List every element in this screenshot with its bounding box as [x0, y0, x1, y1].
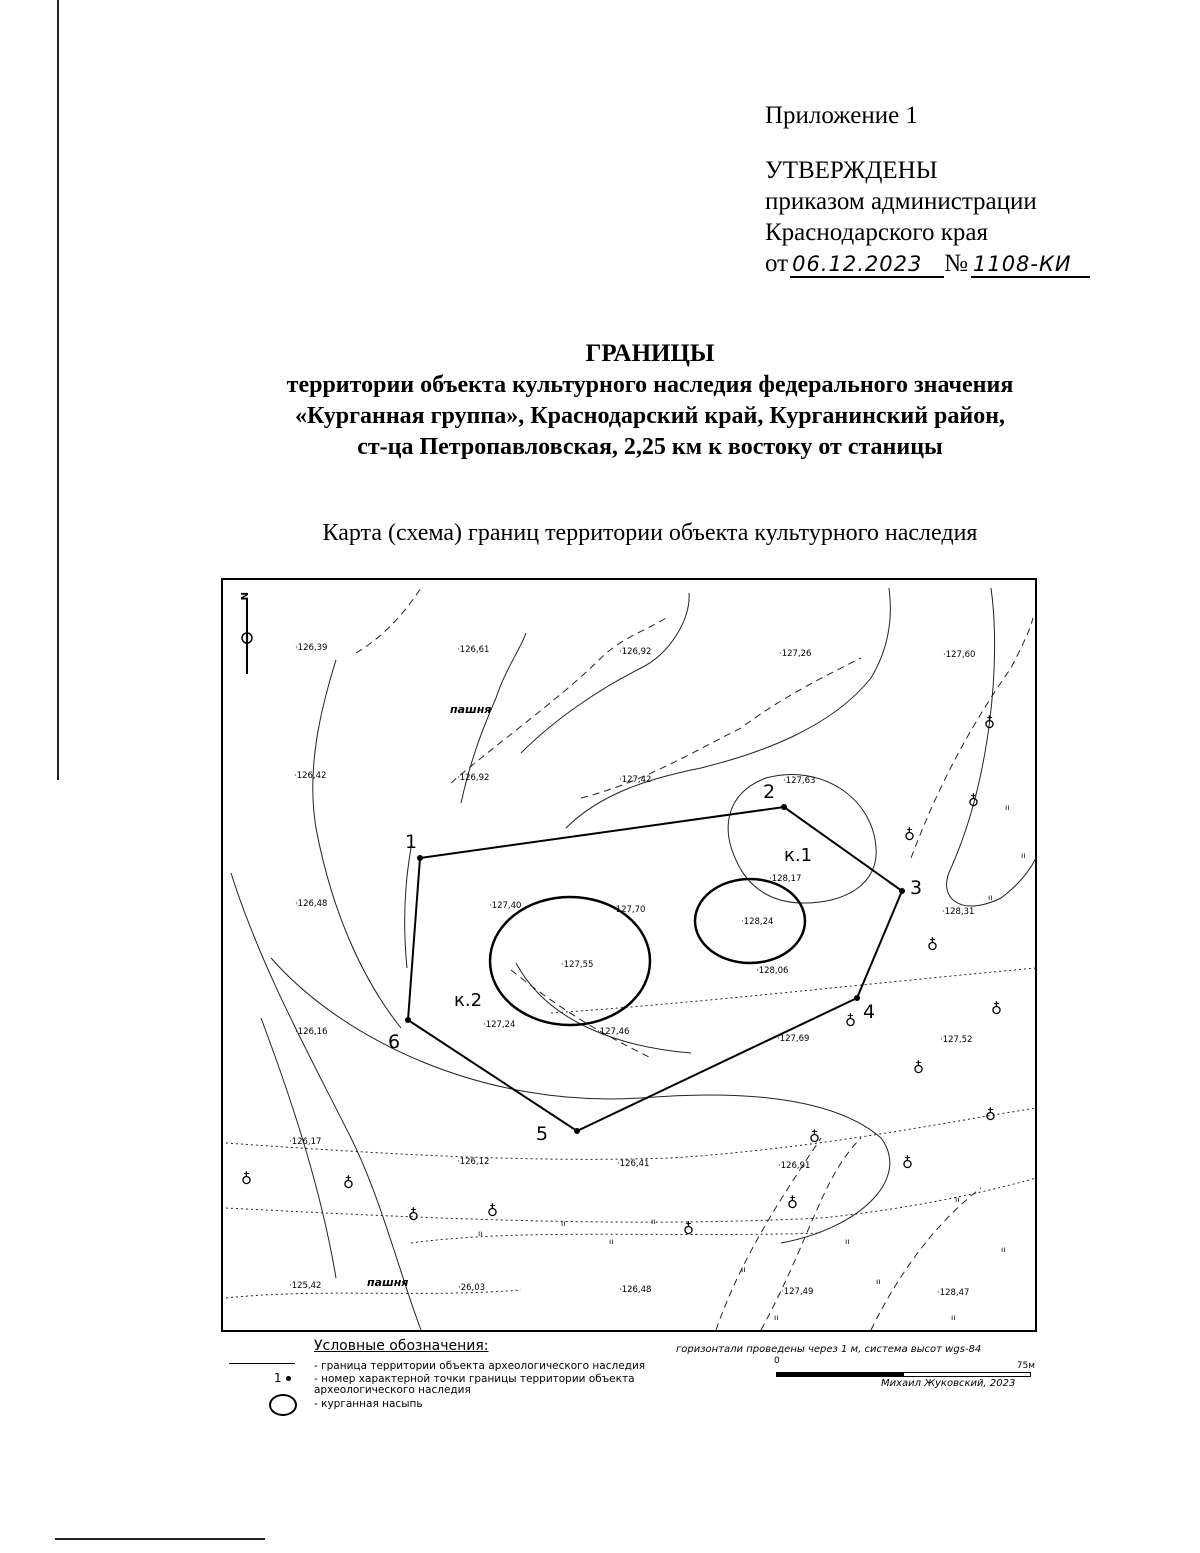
legend-item-mound: - курганная насыпь — [314, 1398, 423, 1410]
elevation-mark: ·126,91 — [778, 1161, 811, 1171]
tree-icon: ♁ — [241, 1170, 252, 1188]
elevation-mark: ·127,69 — [777, 1034, 810, 1044]
elevation-mark: ·126,42 — [294, 771, 327, 781]
elevation-mark: ·126,17 — [289, 1137, 322, 1147]
elevation-mark: ·127,40 — [489, 901, 522, 911]
elevation-mark: ·126,48 — [619, 1285, 652, 1295]
approval-line-2: Краснодарского края — [765, 219, 988, 246]
mound-symbol — [269, 1394, 297, 1416]
scale-start: 0 — [774, 1356, 780, 1366]
elevation-mark: ·127,55 — [561, 960, 594, 970]
elevation-mark: ·127,52 — [940, 1035, 973, 1045]
scale-bar-line — [776, 1372, 1031, 1377]
point-dot-4 — [854, 995, 860, 1001]
point-label-5: 5 — [536, 1123, 549, 1145]
grass-mark: ıı — [951, 1313, 956, 1322]
grass-mark: ıı — [561, 1219, 566, 1228]
legend-item-point: - номер характерной точки границы территории объекта — [314, 1373, 635, 1385]
elevation-mark: ·127,60 — [943, 650, 976, 660]
elevation-mark: ·127,24 — [483, 1020, 516, 1030]
grass-mark: ıı — [955, 1195, 960, 1204]
approval-line-1: приказом администрации — [765, 188, 1037, 215]
grass-mark: ıı — [988, 893, 993, 902]
grass-mark: ıı — [478, 1229, 483, 1238]
point-dot-3 — [899, 888, 905, 894]
map-svg — [221, 578, 1037, 1332]
elevation-mark: ·125,42 — [289, 1281, 322, 1291]
elevation-mark: ·126,48 — [295, 899, 328, 909]
legend-item-point-cont: археологического наследия — [314, 1384, 471, 1396]
elevation-mark: ·126,92 — [457, 773, 490, 783]
title-line-1: территории объекта культурного наследия федерального значения — [286, 372, 1014, 398]
elevation-mark: ·128,24 — [741, 917, 774, 927]
map-legend — [221, 1338, 1051, 1418]
elevation-mark: ·127,70 — [613, 905, 646, 915]
scale-bar-fill — [777, 1373, 904, 1376]
from-label: от — [765, 250, 789, 277]
point-label-1: 1 — [405, 831, 418, 853]
point-label-6: 6 — [388, 1031, 401, 1053]
land-label: пашня — [367, 1276, 409, 1289]
elevation-mark: ·26,03 — [458, 1283, 486, 1293]
point-dot-6 — [405, 1017, 411, 1023]
footer-line — [55, 1538, 265, 1540]
elevation-mark: ·126,39 — [295, 643, 328, 653]
tree-icon: ♁ — [487, 1202, 498, 1220]
elevation-mark: ·128,06 — [756, 966, 789, 976]
margin-line — [57, 0, 59, 780]
tree-icon: ♁ — [809, 1128, 820, 1146]
tree-icon: ♁ — [408, 1206, 419, 1224]
point-dot-2 — [781, 804, 787, 810]
north-label: N — [238, 592, 249, 601]
point-label-3: 3 — [910, 877, 923, 899]
point-label-4: 4 — [863, 1001, 876, 1023]
point-number-symbol: 1 — [274, 1371, 282, 1385]
title-line-2: «Курганная группа», Краснодарский край, Курганинский район, — [294, 403, 1006, 429]
elevation-mark: ·128,47 — [937, 1288, 970, 1298]
grass-mark: ıı — [1001, 1245, 1006, 1254]
tree-icon: ♁ — [904, 826, 915, 844]
number-label: № — [944, 250, 968, 277]
appendix-label: Приложение 1 — [765, 102, 918, 129]
scale-end: 75м — [1016, 1361, 1035, 1371]
legend-item-boundary: - граница территории объекта археологического наследия — [314, 1360, 646, 1372]
elevation-mark: ·126,61 — [457, 645, 490, 655]
tree-icon: ♁ — [913, 1059, 924, 1077]
grass-mark: ıı — [876, 1277, 881, 1286]
elevation-mark: ·128,31 — [942, 907, 975, 917]
tree-icon: ♁ — [343, 1174, 354, 1192]
grass-mark: ıı — [1021, 851, 1026, 860]
approval-date-line — [765, 248, 1090, 279]
title-main: ГРАНИЦЫ — [585, 340, 715, 367]
approval-block — [765, 100, 1090, 279]
map-author: Михаил Жуковский, 2023 — [881, 1378, 1016, 1389]
point-dot-5 — [574, 1128, 580, 1134]
map-subtitle: Карта (схема) границ территории объекта культурного наследия — [322, 520, 978, 546]
site-map — [221, 578, 1037, 1332]
grass-mark: ıı — [1005, 803, 1010, 812]
elevation-mark: ·127,42 — [619, 775, 652, 785]
point-dot-1 — [417, 855, 423, 861]
point-dot-symbol — [286, 1376, 291, 1381]
elevation-mark: ·126,41 — [617, 1159, 650, 1169]
tree-icon: ♁ — [787, 1194, 798, 1212]
title-line-3: ст-ца Петропавловская, 2,25 км к востоку от станицы — [357, 434, 943, 460]
tree-icon: ♁ — [683, 1220, 694, 1238]
tree-icon: ♁ — [991, 1000, 1002, 1018]
tree-icon: ♁ — [985, 1106, 996, 1124]
tree-icon: ♁ — [984, 714, 995, 732]
tree-icon: ♁ — [968, 792, 979, 810]
grass-mark: ıı — [741, 1265, 746, 1274]
mound-label-1: к.1 — [784, 845, 813, 866]
boundary-line-symbol — [229, 1363, 295, 1364]
document-title — [200, 338, 1100, 463]
elevation-mark: ·126,12 — [457, 1157, 490, 1167]
contour-note: горизонтали проведены через 1 м, система высот wgs-84 — [676, 1344, 982, 1355]
elevation-mark: ·126,92 — [619, 647, 652, 657]
scale-bar — [774, 1356, 1035, 1378]
elevation-mark: ·126,16 — [295, 1027, 328, 1037]
handwritten-number: 1108-КИ — [971, 252, 1090, 278]
map-frame — [222, 579, 1036, 1331]
land-label: пашня — [450, 703, 492, 716]
grass-mark: ıı — [651, 1217, 656, 1226]
tree-icon: ♁ — [927, 936, 938, 954]
handwritten-date: 06.12.2023 — [790, 252, 944, 278]
tree-icon: ♁ — [845, 1012, 856, 1030]
tree-icon: ♁ — [902, 1154, 913, 1172]
grass-mark: ıı — [609, 1237, 614, 1246]
grass-mark: ıı — [845, 1237, 850, 1246]
point-label-2: 2 — [763, 781, 776, 803]
approved-label: УТВЕРЖДЕНЫ — [765, 157, 938, 184]
elevation-mark: ·128,17 — [769, 874, 802, 884]
elevation-mark: ·127,63 — [783, 776, 816, 786]
grass-mark: ıı — [774, 1313, 779, 1322]
elevation-mark: ·127,46 — [597, 1027, 630, 1037]
elevation-mark: ·127,26 — [779, 649, 812, 659]
mound-label-2: к.2 — [454, 990, 483, 1011]
legend-title: Условные обозначения: — [314, 1338, 489, 1354]
elevation-mark: ·127,49 — [781, 1287, 814, 1297]
